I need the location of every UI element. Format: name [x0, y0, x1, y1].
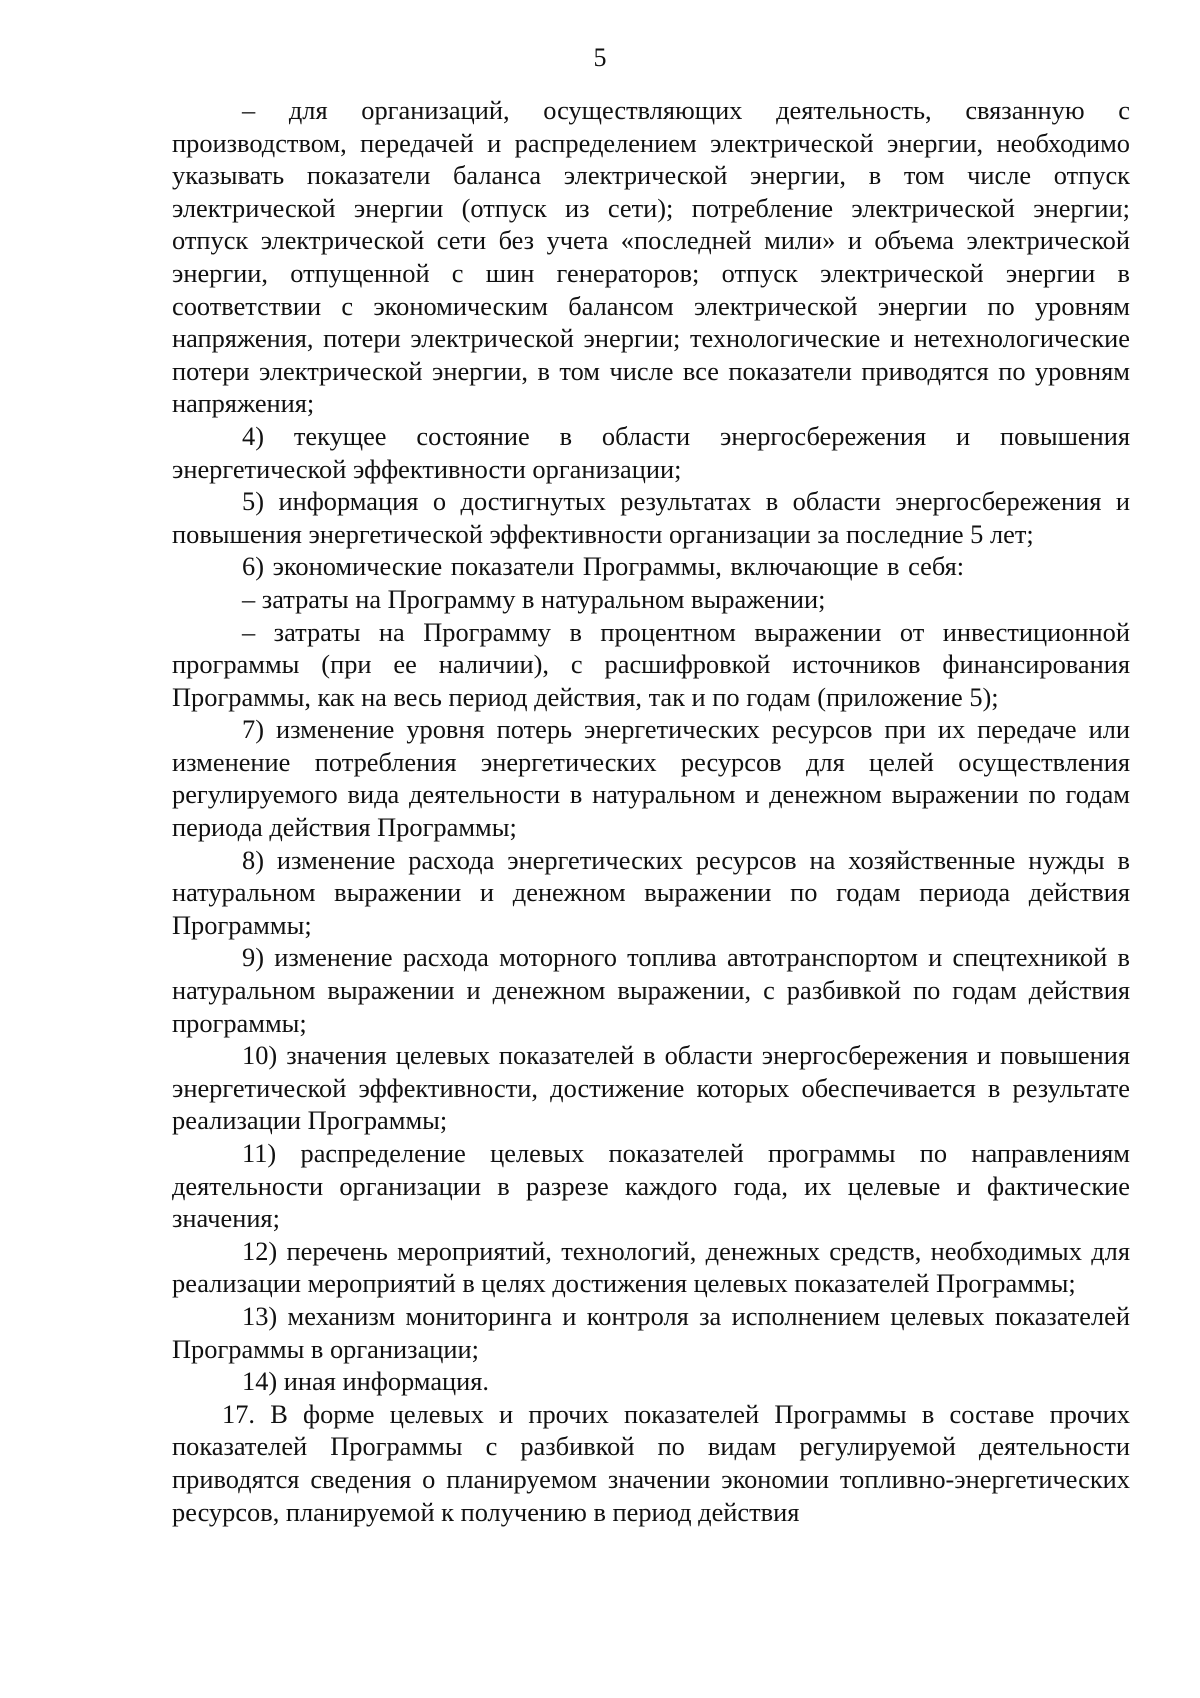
- paragraph-section-17: 17. В форме целевых и прочих показателей Программы в составе прочих показателей Программы с разбивкой по видам регулируемой деятельности приводятся сведения о планируемом значении экономии топливно-энергетических ресурсов, планируемой к получению в период действия: [172, 1398, 1130, 1527]
- page-number: 5: [593, 43, 607, 72]
- paragraph-electric-energy-balance: – для организаций, осуществляющих деятельность, связанную с производством, передачей и распределением электрической энергии, необходимо указывать показатели баланса электрической энергии, в том числе отпуск электрической энергии (отпуск из сети); потребление электрической энергии; отпуск электрической сети без учета «последней мили» и объема электрической энергии, отпущенной с шин генераторов; отпуск электрической энергии в соответствии с экономическим балансом электрической энергии по уровням напряжения, потери электрической энергии; технологические и нетехнологические потери электрической энергии, в том числе все показатели приводятся по уровням напряжения;: [172, 95, 1130, 419]
- paragraph-item-5: 5) информация о достигнутых результатах в области энергосбережения и повышения энергетической эффективности организации за последние 5 лет;: [172, 486, 1130, 549]
- paragraph-item-6-dash-1: – затраты на Программу в натуральном выражении;: [242, 583, 826, 614]
- paragraph-item-13: 13) механизм мониторинга и контроля за исполнением целевых показателей Программы в организации;: [172, 1300, 1130, 1364]
- paragraph-item-14: 14) иная информация.: [242, 1366, 490, 1397]
- paragraph-item-6-dash-2: – затраты на Программу в процентном выражении от инвестиционной программы (при ее наличии), с расшифровкой источников финансирования Программы, как на весь период действия, так и по годам (приложение 5);: [172, 616, 1130, 712]
- paragraph-item-8: 8) изменение расхода энергетических ресурсов на хозяйственные нужды в натуральном выражении и денежном выражении по годам периода действия Программы;: [172, 844, 1130, 940]
- paragraph-item-4: 4) текущее состояние в области энергосбережения и повышения энергетической эффективности организации;: [172, 420, 1130, 484]
- paragraph-item-11: 11) распределение целевых показателей программы по направлениям деятельности организации в разрезе каждого года, их целевые и фактические значения;: [172, 1138, 1130, 1234]
- paragraph-item-12: 12) перечень мероприятий, технологий, денежных средств, необходимых для реализации мероприятий в целях достижения целевых показателей Программы;: [172, 1235, 1130, 1299]
- document-body: [172, 94, 1130, 1528]
- paragraph-item-7: 7) изменение уровня потерь энергетических ресурсов при их передаче или изменение потребления энергетических ресурсов для целей осуществления регулируемого вида деятельности в натуральном и денежном выражении по годам периода действия Программы;: [172, 714, 1130, 843]
- paragraph-item-10: 10) значения целевых показателей в области энергосбережения и повышения энергетической эффективности, достижение которых обеспечивается в результате реализации Программы;: [172, 1040, 1130, 1136]
- paragraph-item-9: 9) изменение расхода моторного топлива автотранспортом и спецтехникой в натуральном выражении и денежном выражении, с разбивкой по годам действия программы;: [172, 942, 1130, 1038]
- paragraph-item-6: 6) экономические показатели Программы, включающие в себя:: [242, 551, 965, 582]
